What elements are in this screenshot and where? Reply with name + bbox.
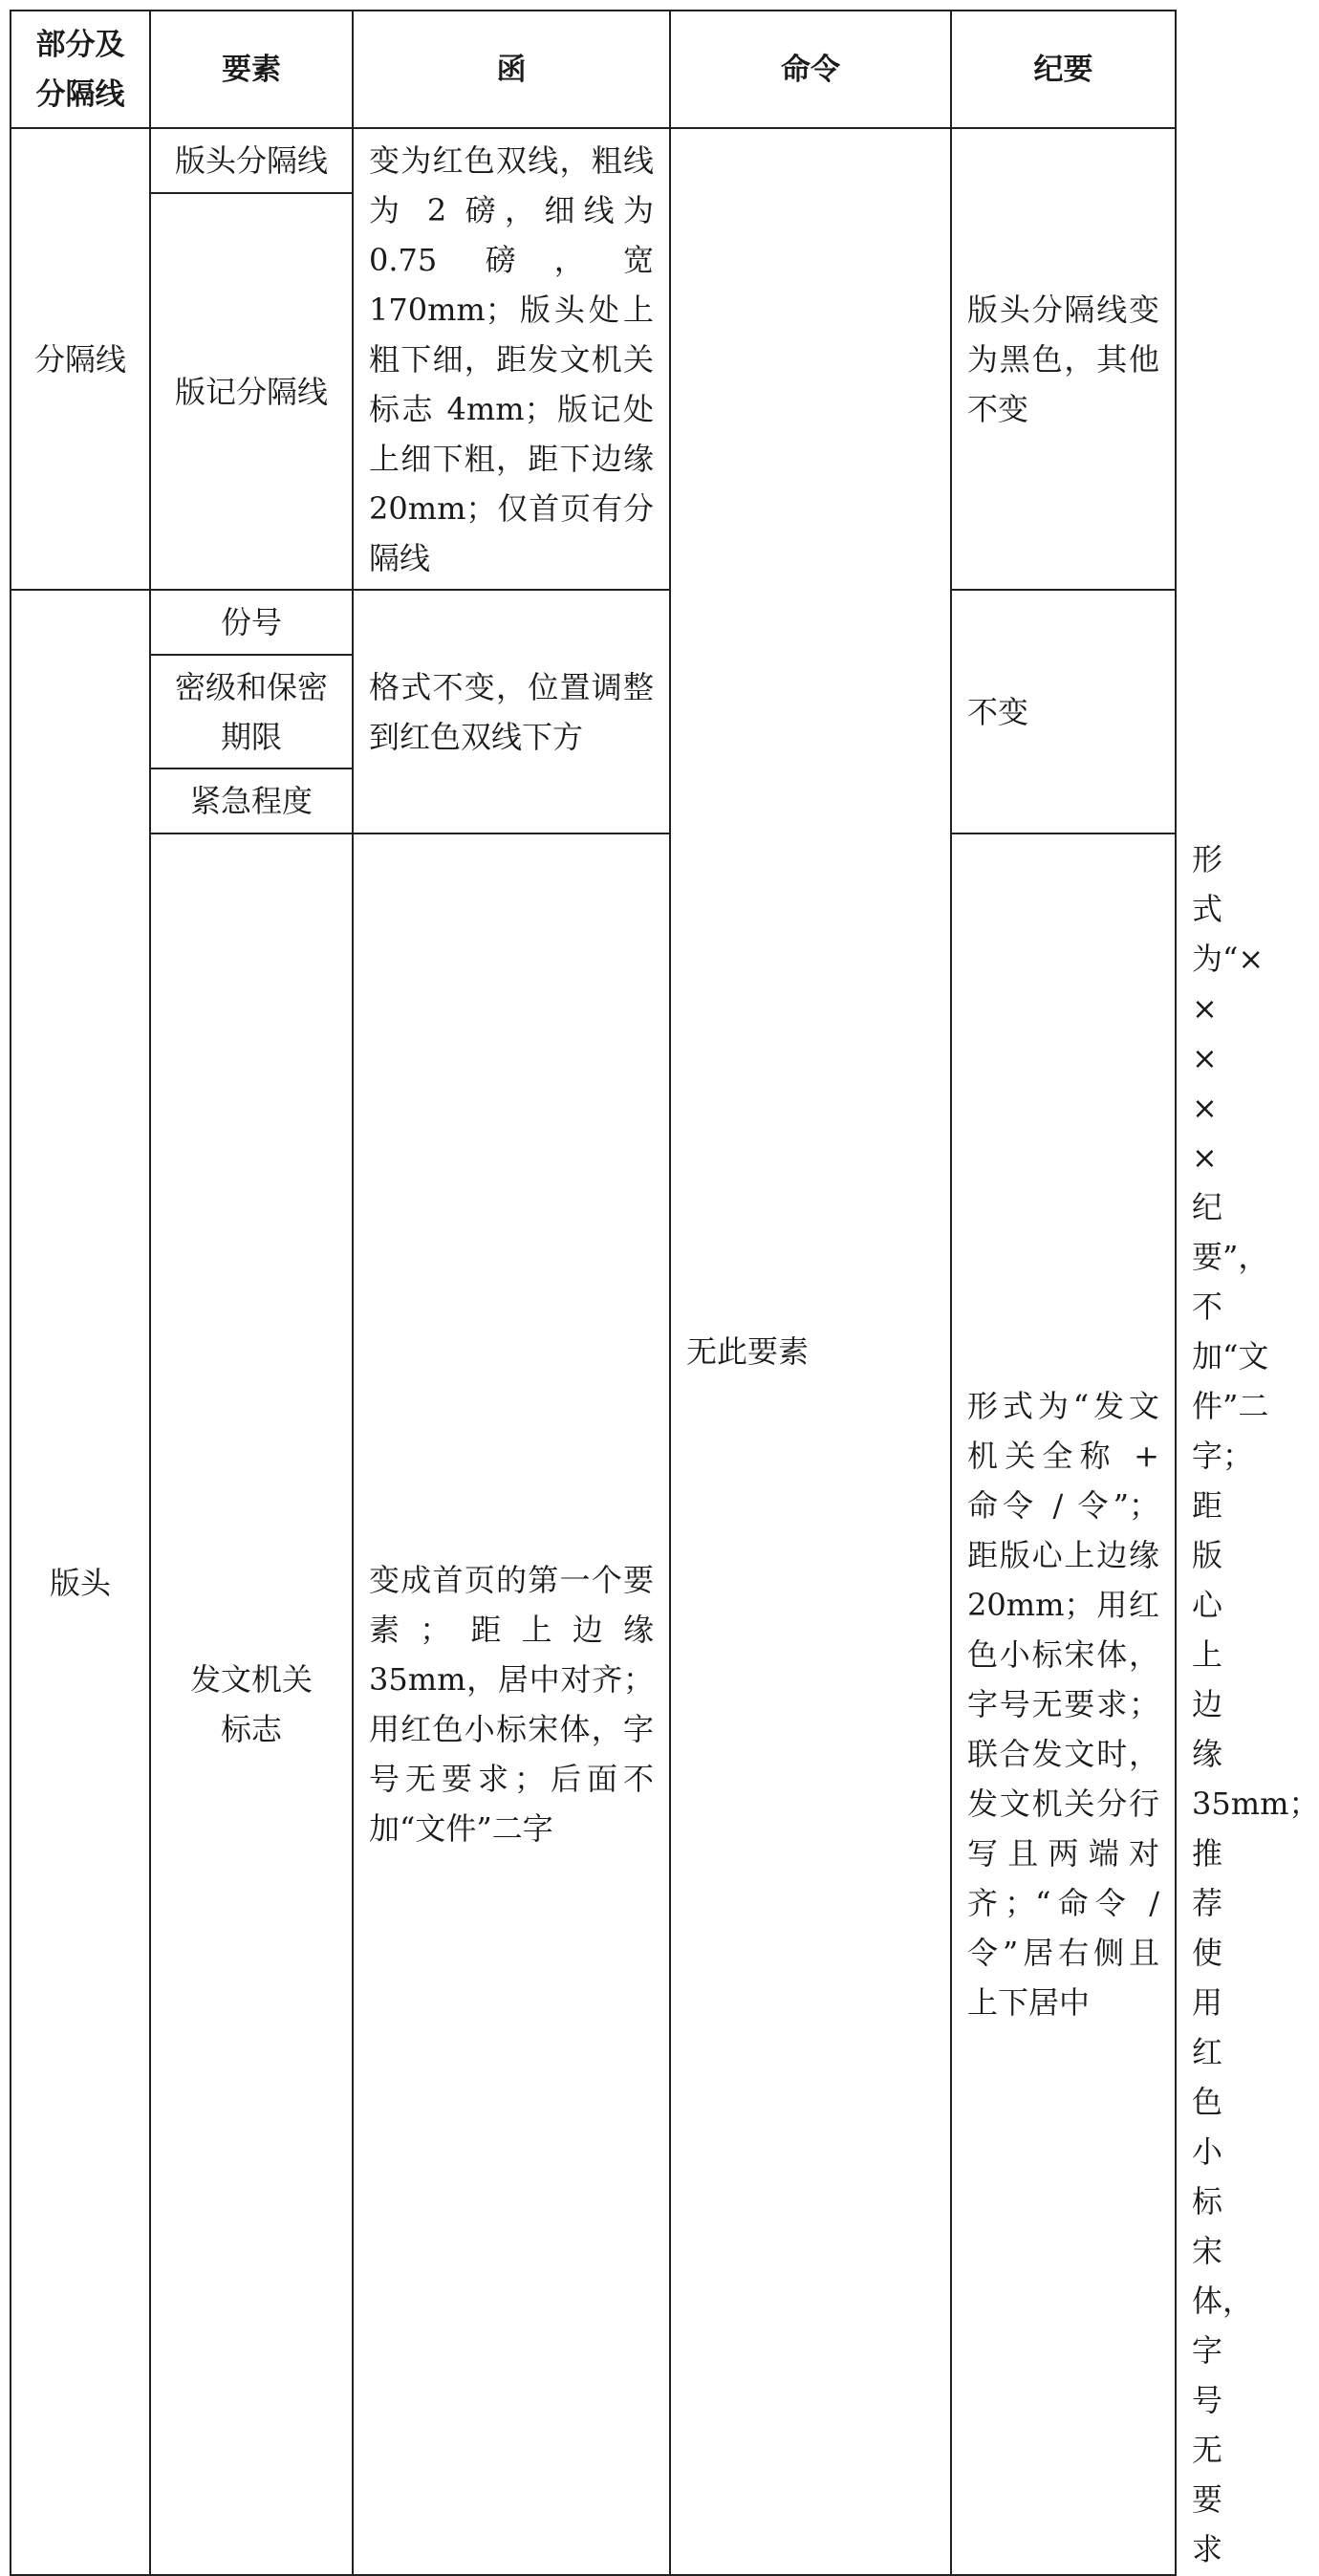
- element-copy-no: 份号: [150, 590, 353, 655]
- header-section: 部分及 分隔线: [11, 11, 150, 128]
- element-urgency: 紧急程度: [150, 768, 353, 833]
- header-row: [11, 11, 1176, 128]
- letter-issuer-cell: 变成首页的第一个要素；距上边缘 35mm，居中对齐；用红色小标宋体，字号无要求；后面不加“文件”二字: [353, 833, 670, 2575]
- order-none-cell: 无此要素: [670, 128, 951, 2575]
- section-divider-cell: 分隔线: [11, 128, 150, 590]
- header-order: 命令: [670, 11, 951, 128]
- letter-position-cell: 格式不变，位置调整到红色双线下方: [353, 590, 670, 833]
- table-row: 发文机关 标志 变成首页的第一个要素；距上边缘 35mm，居中对齐；用红色小标宋体，字号无要求；后面不加“文件”二字 形式为“发文机关全称 + 命令 / 令”；距版心上边缘 20mm；用红色小标宋体，字号无要求；联合发文时，发文机关分行写且两端对齐；“命令 / 令”居右侧且上下居中 形式为“× × × × × 纪要”，不加“文件”二字；距版心上边缘 35mm；推荐使用红色小标宋体，字号无要求: [11, 833, 1176, 2575]
- element-issuer-mark: 发文机关 标志: [150, 833, 353, 2575]
- table-row: [11, 590, 1176, 655]
- element-record-divider: 版记分隔线: [150, 193, 353, 590]
- minutes-divider-cell: 版头分隔线变为黑色，其他不变: [951, 128, 1176, 590]
- minutes-unchanged-cell: 不变: [951, 590, 1176, 833]
- letter-divider-cell: 变为红色双线，粗线为 2 磅，细线为 0.75 磅，宽 170mm；版头处上粗下细，距发文机关标志 4mm；版记处上细下粗，距下边缘 20mm；仅首页有分隔线: [353, 128, 670, 590]
- section-head-cell: 版头: [11, 590, 150, 2575]
- element-secret-level: 密级和保密 期限: [150, 655, 353, 768]
- header-element: 要素: [150, 11, 353, 128]
- order-issuer-cell: 形式为“发文机关全称 + 命令 / 令”；距版心上边缘 20mm；用红色小标宋体，字号无要求；联合发文时，发文机关分行写且两端对齐；“命令 / 令”居右侧且上下居中: [951, 833, 1176, 2575]
- header-minutes: 纪要: [951, 11, 1176, 128]
- comparison-table: [10, 10, 1319, 2576]
- header-letter: 函: [353, 11, 670, 128]
- element-head-divider: 版头分隔线: [150, 128, 353, 193]
- table-row: [11, 128, 1176, 193]
